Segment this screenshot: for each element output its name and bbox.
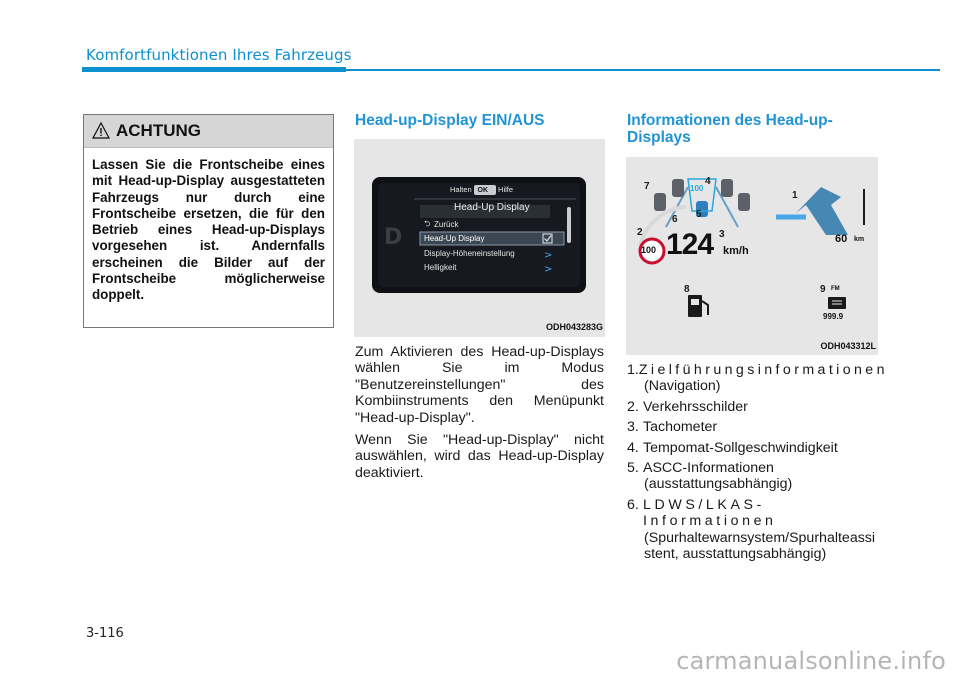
list-item-text: LDWS/LKAS-Informationen xyxy=(643,496,777,530)
section-title: Komfortfunktionen Ihres Fahrzeugs xyxy=(86,46,352,64)
heading-hud-info xyxy=(627,112,879,146)
menu-item-brightness: Helligkeit xyxy=(424,263,457,272)
hud-toggle-text xyxy=(355,344,604,487)
list-item-number: 3. xyxy=(627,419,639,436)
heading-line: Displays xyxy=(627,129,691,146)
menu-item-hud: Head-Up Display xyxy=(424,234,485,243)
callout: 1 xyxy=(792,190,798,201)
radio-frequency: 999.9 xyxy=(823,312,844,321)
image-id: ODH043283G xyxy=(545,322,603,332)
radio-band: FM xyxy=(831,286,840,292)
warning-triangle-icon xyxy=(92,122,110,139)
menu-back: Zurück xyxy=(434,220,459,229)
list-item-continuation: (Navigation) xyxy=(644,378,721,395)
callout: 4 xyxy=(705,176,711,187)
hint-text xyxy=(450,185,513,194)
caution-header xyxy=(84,115,333,148)
hud-menu-title: Head-Up Display xyxy=(454,202,530,213)
list-item-number: 4. xyxy=(627,439,639,456)
hud-info-list xyxy=(627,362,888,566)
list-item-continuation: (Spurhaltewarnsystem/Spurhalteassistent, ausstattungsabhängig) xyxy=(644,529,876,563)
list-item xyxy=(627,460,882,493)
list-item-line xyxy=(627,497,882,530)
svg-text:>: > xyxy=(544,264,553,275)
hint-right: : Hilfe xyxy=(493,185,514,194)
callout: 9 xyxy=(820,284,826,295)
gear-indicator: D xyxy=(384,225,403,250)
caution-text: Lassen Sie die Frontscheibe eines mit Head-up-Display ausgestatteten Fahrzeugs nur durch eine Frontscheibe ersetzen, die für den Betrieb eines Head-up-Displays vorgesehen ist. Andernfalls erscheinen die Bilder auf der Frontscheibe möglicherweise doppelt. xyxy=(92,157,325,303)
list-item-text: Zielführungsinformationen xyxy=(638,362,888,378)
callout: 6 xyxy=(672,214,678,225)
list-item-text: Tempomat-Sollgeschwindigkeit xyxy=(643,439,838,456)
list-item-number: 2. xyxy=(627,398,639,415)
list-item xyxy=(627,419,882,435)
menu-item-height: Display-Höheneinstellung xyxy=(424,249,515,258)
list-item xyxy=(627,497,882,563)
hint-key: OK xyxy=(477,187,489,194)
paragraph: Wenn Sie "Head-up-Display" nicht auswählen, wird das Head-up-Display deaktiviert. xyxy=(355,432,604,481)
distance-value: 60 xyxy=(835,233,848,245)
list-item xyxy=(627,440,882,456)
list-item-number: 1. xyxy=(627,362,639,378)
callout: 5 xyxy=(696,209,702,220)
list-item-number: 5. xyxy=(627,460,639,477)
header-rule-thick xyxy=(82,67,346,72)
hud-display-illustration xyxy=(626,157,878,355)
distance-unit: km xyxy=(854,236,865,243)
list-item-number: 6. xyxy=(627,496,639,513)
list-item-text: Tachometer xyxy=(643,419,718,436)
callout: 3 xyxy=(719,229,725,240)
list-item-text: Verkehrsschilder xyxy=(643,398,748,415)
callout: 8 xyxy=(684,284,690,295)
svg-text:⮌: ⮌ xyxy=(424,219,431,228)
list-item xyxy=(627,399,882,415)
list-item-continuation: (ausstattungsabhängig) xyxy=(644,476,793,493)
heading-hud-toggle: Head-up-Display EIN/AUS xyxy=(355,112,545,129)
hud-info-photo xyxy=(626,157,878,355)
watermark[interactable]: carmanualsonline.info xyxy=(676,647,946,675)
list-item-line xyxy=(627,362,888,378)
caution-box xyxy=(83,114,334,328)
caution-title: ACHTUNG xyxy=(116,121,201,140)
paragraph: Zum Aktivieren des Head-up-Displays wählen Sie im Modus "Benutzereinstellungen" des Kombiinstruments den Menüpunkt "Head-up-Display". xyxy=(355,344,604,426)
list-item xyxy=(627,362,888,395)
callout: 2 xyxy=(637,227,643,238)
callout: 7 xyxy=(644,181,650,192)
speed-value: 124 xyxy=(666,228,714,261)
heading-line: Informationen des Head-up- xyxy=(627,112,833,129)
hud-settings-photo xyxy=(354,139,605,337)
svg-text:>: > xyxy=(544,250,553,261)
cruise-speed: 100 xyxy=(690,184,704,193)
page-number: 3-116 xyxy=(86,626,124,641)
speed-unit: km/h xyxy=(723,245,749,257)
list-item-text: ASCC-Informationen xyxy=(643,460,774,477)
header-rule-thin xyxy=(346,69,940,71)
hint-left: Halten xyxy=(450,185,472,194)
image-id: ODH043312L xyxy=(820,341,876,351)
sign-speed: 100 xyxy=(641,245,657,255)
